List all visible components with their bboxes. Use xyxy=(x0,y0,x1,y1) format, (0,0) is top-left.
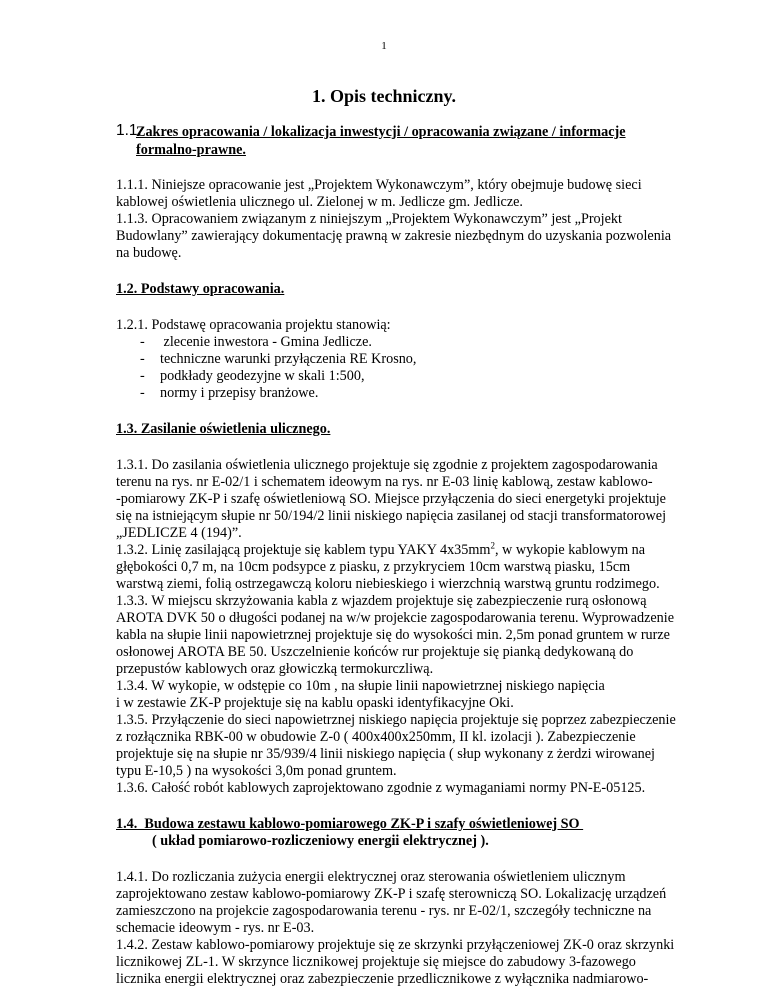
section-1-3-heading: 1.3. Zasilanie oświetlenia ulicznego. xyxy=(116,421,331,437)
text-line: 1.3.1. Do zasilania oświetlenia ulicznego projektuje się zgodnie z projektem zagospodarowania xyxy=(116,457,658,473)
text-line: zaprojektowano zestaw kablowo-pomiarowy ZK-P i szafę sterowniczą SO. Lokalizację urządzeń xyxy=(116,886,667,902)
superscript: 2 xyxy=(490,540,495,551)
text-fragment: 1.3.2. Linię zasilającą projektuje się kablem typu YAKY 4x35mm xyxy=(116,542,491,558)
text-line: 1.3.4. W wykopie, w odstępie co 10m , na słupie linii napowietrznej niskiego napięcia xyxy=(116,678,605,694)
text-line: projektuje się na słupie nr 35/939/4 linii niskiego napięcia ( słup wykonany z żerdzi wirowanej xyxy=(116,746,655,762)
text-line: głębokości 0,7 m, na 10cm podsypce z piasku, z przykryciem 10cm warstwą piasku, 15cm xyxy=(116,559,631,575)
text-fragment: , w wykopie kablowym na xyxy=(494,542,646,558)
section-1-2-text xyxy=(116,317,696,402)
basis-list xyxy=(116,334,696,402)
text-line: kablowej oświetlenia ulicznego ul. Zielonej w m. Jedlicze gm. Jedlicze. xyxy=(116,194,523,210)
page-number: 1 xyxy=(381,40,387,52)
text-line: na budowę. xyxy=(116,245,182,261)
text-line: -pomiarowy ZK-P i szafę oświetleniową SO. Miejsce przyłączenia do sieci energetyki projektuje xyxy=(116,491,666,507)
text-line-cable xyxy=(116,542,696,559)
section-1-1-text xyxy=(116,177,696,262)
text-line: zamieszczono na projekcie zagospodarowania terenu - rys. nr E-02/1, szczegóły techniczne na xyxy=(116,903,652,919)
text-line: „JEDLICZE 4 (194)”. xyxy=(116,525,242,541)
text-line: 1.3.3. W miejscu skrzyżowania kabla z wjazdem projektuje się zabezpieczenie rurą osłonową xyxy=(116,593,647,609)
list-item xyxy=(116,334,696,351)
text-line: 1.3.6. Całość robót kablowych zaprojektowano zgodnie z wymaganiami normy PN-E-05125. xyxy=(116,780,646,796)
text-line: Budowlany” zawierający dokumentację prawną w zakresie niezbędnym do uzyskania pozwolenia xyxy=(116,228,672,244)
list-item xyxy=(116,368,696,385)
document-body xyxy=(116,122,696,1007)
section-1-1-title-line2: formalno-prawne. xyxy=(136,142,246,158)
list-item-text: techniczne warunki przyłączenia RE Krosno, xyxy=(160,351,417,367)
section-1-4-title-line2: ( układ pomiarowo-rozliczeniowy energii elektrycznej ). xyxy=(152,833,489,849)
list-item-text: zlecenie inwestora - Gmina Jedlicze. xyxy=(160,334,372,350)
section-1-2-heading: 1.2. Podstawy opracowania. xyxy=(116,281,285,297)
text-line: 1.1.1. Niniejsze opracowanie jest „Projektem Wykonawczym”, który obejmuje budowę sieci xyxy=(116,177,642,193)
section-1-1-number: 1.1. xyxy=(116,122,142,139)
text-line: schemacie ideowym - rys. nr E-03. xyxy=(116,920,315,936)
text-line: typu E-10,5 ) na wysokości 3,0m ponad gruntem. xyxy=(116,763,397,779)
bullet-dash: - xyxy=(140,385,145,401)
bullet-dash: - xyxy=(140,334,145,350)
section-1-4-heading xyxy=(116,816,696,850)
bullet-dash: - xyxy=(140,368,145,384)
text-line: AROTA DVK 50 o długości podanej na w/w projekcie zagospodarowania terenu. Wyprowadzenie xyxy=(116,610,674,626)
text-line: 1.1.3. Opracowaniem związanym z niniejszym „Projektem Wykonawczym” jest „Projekt xyxy=(116,211,622,227)
text-line: z rozłącznika RBK-00 w obudowie Z-0 ( 400x400x250mm, II kl. izolacji ). Zabezpieczenie xyxy=(116,729,636,745)
text-line: licznikowej ZL-1. W skrzynce licznikowej projektuje się miejsce do zabudowy 3-fazowego xyxy=(116,954,636,970)
text-line: warstwą ziemi, folią ostrzegawczą koloru niebieskiego i wierzchnią warstwą gruntu rodzimego. xyxy=(116,576,660,592)
text-line: 1.4.2. Zestaw kablowo-pomiarowy projektuje się ze skrzynki przyłączeniowej ZK-0 oraz skrzynki xyxy=(116,937,675,953)
section-1-1-title-line1: Zakres opracowania / lokalizacja inwestycji / opracowania związane / informacje xyxy=(136,124,626,140)
list-item xyxy=(116,385,696,402)
text-line: 1.4.1. Do rozliczania zużycia energii elektrycznej oraz sterowania oświetleniem ulicznym xyxy=(116,869,626,885)
text-line: i w zestawie ZK-P projektuje się na kablu opaski identyfikacyjne Oki. xyxy=(116,695,514,711)
text-line: terenu na rys. nr E-02/1 i schematem ideowym na rys. nr E-03 linię kablową, zestaw kablowo- xyxy=(116,474,653,490)
section-1-4-title-line1: 1.4. Budowa zestawu kablowo-pomiarowego ZK-P i szafy oświetleniowej SO xyxy=(116,816,584,832)
section-1-1-title xyxy=(119,122,626,159)
section-1-3-text xyxy=(116,457,696,797)
section-1-4-text xyxy=(116,869,696,988)
bullet-dash: - xyxy=(140,351,145,367)
text-line: kabla na słupie linii napowietrznej projektuje się do wysokości min. 2,5m ponad gruntem w rurze xyxy=(116,627,670,643)
section-1-1-heading xyxy=(116,122,696,159)
text-line: 1.2.1. Podstawę opracowania projektu stanowią: xyxy=(116,317,391,333)
text-line: licznika energii elektrycznej oraz zabezpieczenie przedlicznikowe z wyłącznika nadmiarowo- xyxy=(116,971,649,987)
text-line: osłonowej AROTA BE 50. Uszczelnienie końców rur projektuje się pianką dedykowaną do xyxy=(116,644,634,660)
text-line: przepustów kablowych oraz głowiczką termokurczliwą. xyxy=(116,661,434,677)
list-item xyxy=(116,351,696,368)
list-item-text: normy i przepisy branżowe. xyxy=(160,385,319,401)
list-item-text: podkłady geodezyjne w skali 1:500, xyxy=(160,368,365,384)
text-line: 1.3.5. Przyłączenie do sieci napowietrznej niskiego napięcia projektuje się poprzez zabezpieczenie xyxy=(116,712,676,728)
document-title: 1. Opis techniczny. xyxy=(311,86,456,106)
text-line: się na istniejącym słupie nr 50/194/2 linii niskiego napięcia zasilanej od stacji transformatorowej xyxy=(116,508,667,524)
